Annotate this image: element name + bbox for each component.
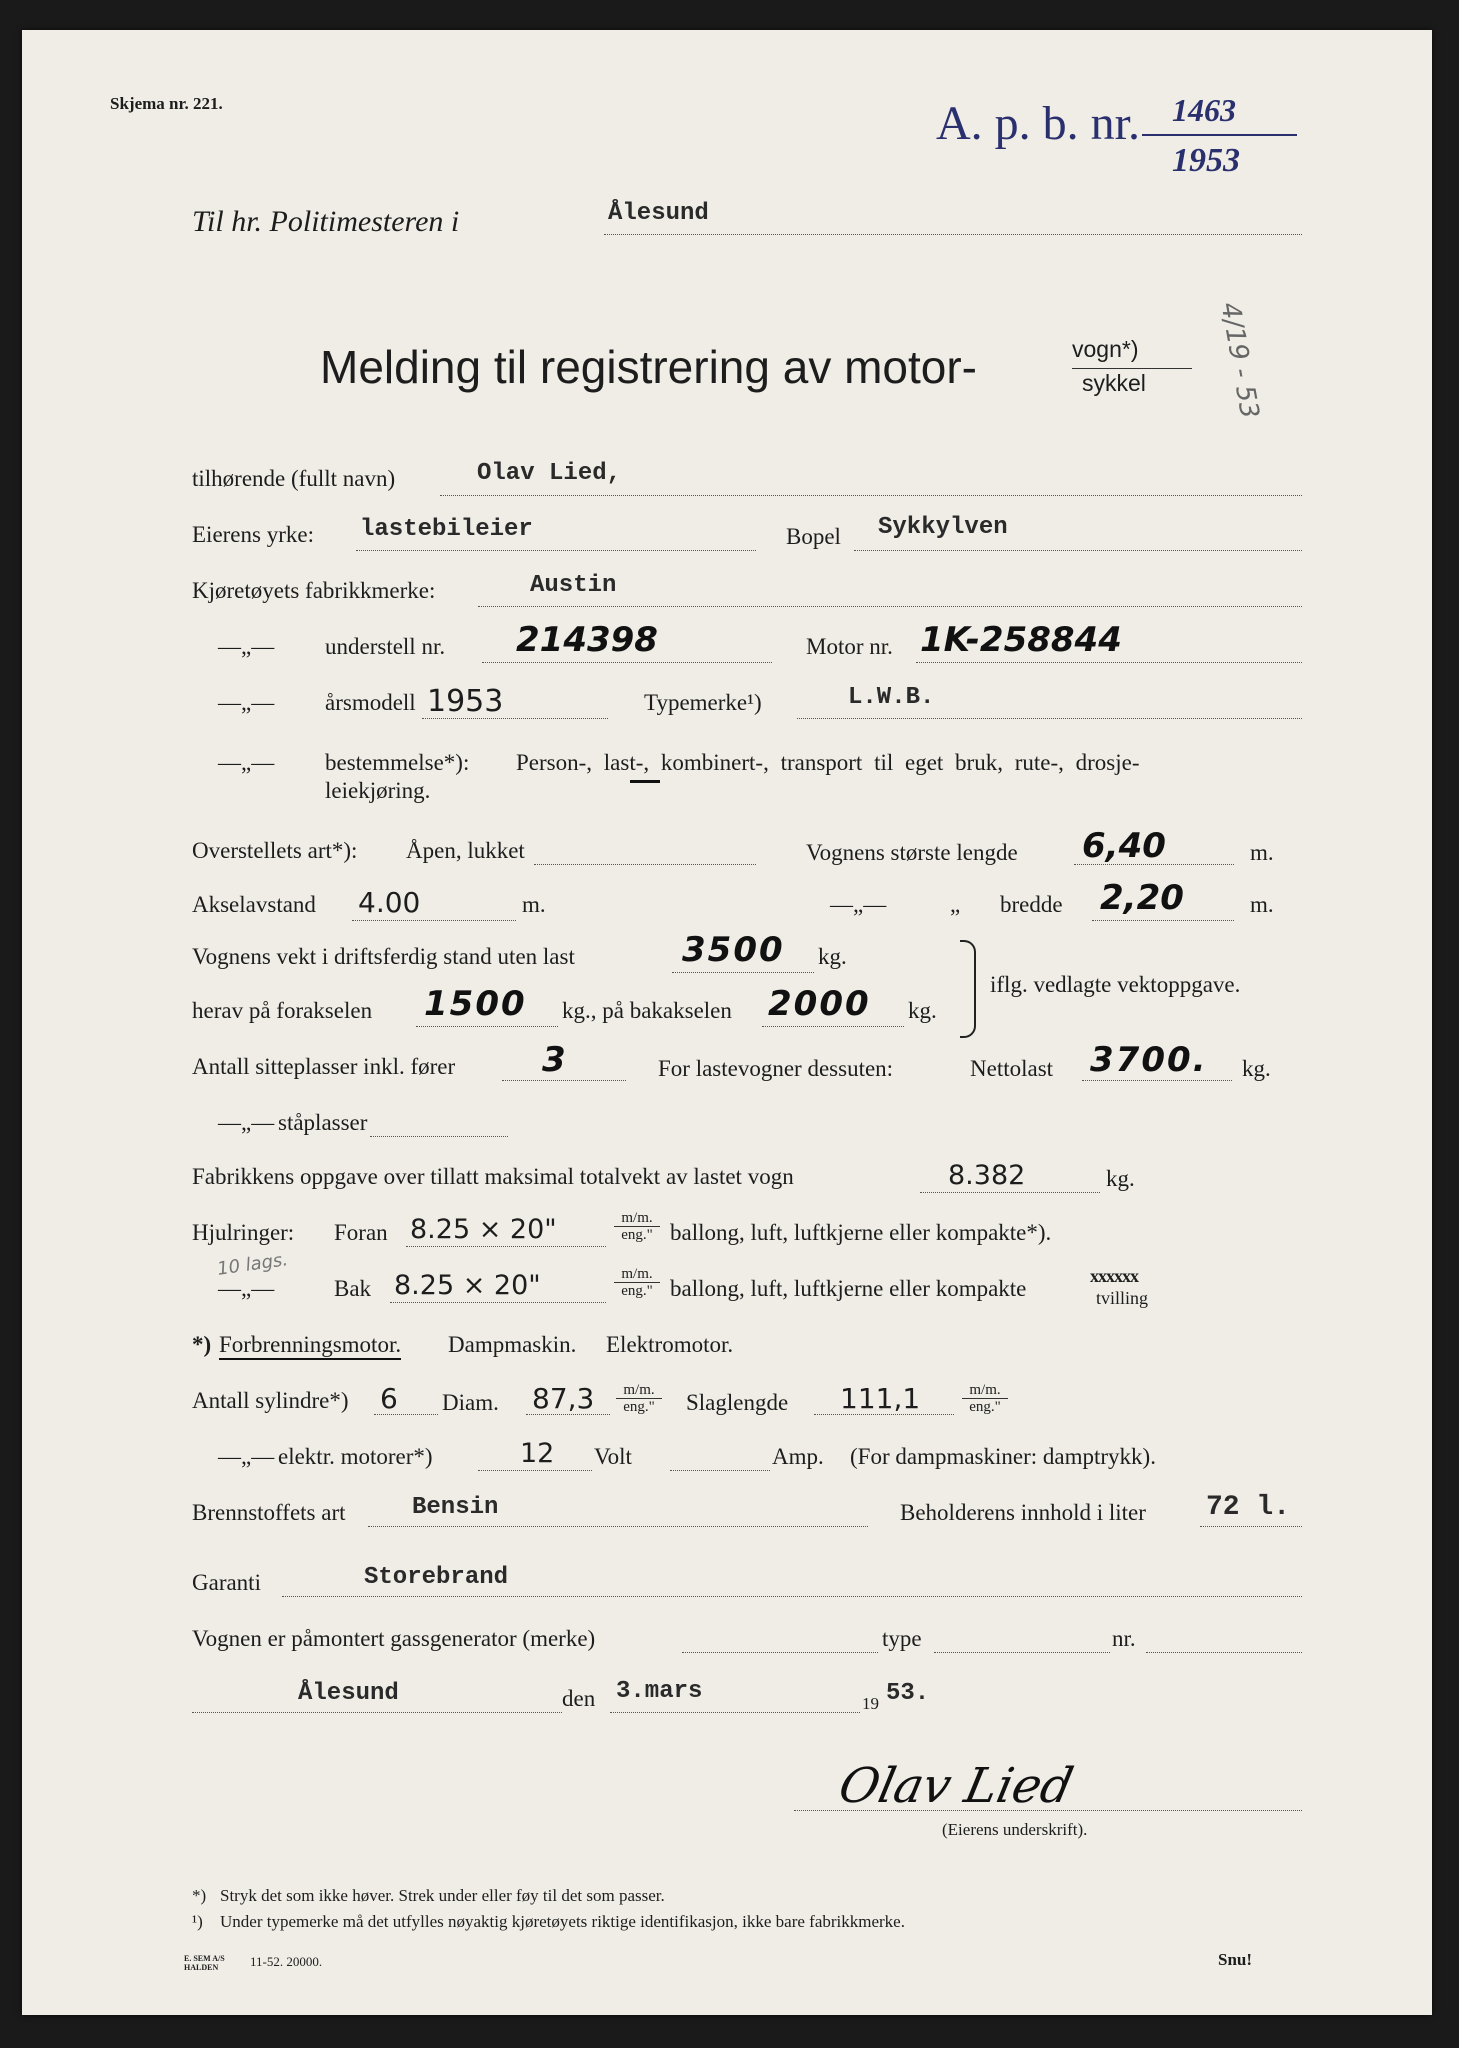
fuel-value: Bensin	[412, 1494, 499, 1521]
twin-label: tvilling	[1096, 1288, 1149, 1308]
owner-value: Olav Lied,	[477, 460, 622, 487]
year-value: 1953	[427, 684, 504, 719]
length-value: 6,40	[1082, 826, 1166, 866]
fuel-label: Brennstoffets art	[192, 1500, 346, 1525]
weight-label: Vognens vekt i driftsferdig stand uten last	[192, 944, 575, 969]
unit-m: m.	[522, 892, 546, 917]
unit-kg: kg.	[1242, 1056, 1271, 1081]
front-wheels-label: Foran	[334, 1220, 388, 1245]
engine-footnote-mark: *)	[192, 1332, 212, 1357]
steam-pressure-label: (For dampmaskiner: damptrykk).	[850, 1444, 1156, 1469]
maxweight-value: 8.382	[948, 1160, 1026, 1191]
rear-axle-label: kg., på bakakselen	[562, 998, 732, 1023]
front-axle-label: herav på forakselen	[192, 998, 373, 1023]
ditto-mark: —„—	[218, 1276, 275, 1301]
print-info: 11-52. 20000.	[250, 1954, 323, 1969]
width-label: bredde	[1000, 892, 1063, 917]
make-label: Kjøretøyets fabrikkmerke:	[192, 578, 436, 603]
insurance-value: Storebrand	[364, 1564, 509, 1591]
diameter-label: Diam.	[442, 1390, 499, 1415]
date-value: 3.mars	[616, 1678, 703, 1705]
diameter-value: 87,3	[532, 1382, 595, 1415]
owner-label: tilhørende (fullt navn)	[192, 466, 396, 491]
front-tire-types: ballong, luft, luftkjerne eller kompakte*).	[670, 1220, 1052, 1245]
gas-type-label: type	[882, 1626, 922, 1651]
ditto-mark: —„—	[218, 634, 275, 659]
apb-year: 1953	[1172, 142, 1240, 179]
unit-kg: kg.	[908, 998, 937, 1023]
width-value: 2,20	[1100, 878, 1184, 918]
truck-label: For lastevogner dessuten:	[658, 1056, 894, 1081]
front-axle-value: 1500	[424, 984, 527, 1024]
purpose-options: Person-, last-, kombinert-, transport til eget bruk, rute-, drosje-	[516, 750, 1140, 775]
stroke-label: Slaglengde	[686, 1390, 789, 1415]
printer-mark: E. SEM A/S HALDEN	[184, 1954, 225, 1972]
unit-kg: kg.	[818, 944, 847, 969]
rear-tire-types: ballong, luft, luftkjerne eller kompakte	[670, 1276, 1027, 1301]
chassis-value: 214398	[516, 620, 658, 660]
engine-type-combustion: Forbrenningsmotor.	[219, 1332, 401, 1360]
seats-value: 3	[542, 1040, 566, 1080]
insurance-label: Garanti	[192, 1570, 261, 1595]
body-label: Overstellets art*):	[192, 838, 358, 863]
ditto-mark: —„—	[218, 1110, 275, 1135]
width-ditto: „	[950, 892, 961, 917]
addressee-city: Ålesund	[608, 200, 709, 227]
maxweight-label: Fabrikkens oppgave over tillatt maksimal totalvekt av lastet vogn	[192, 1164, 794, 1189]
chassis-label: understell nr.	[325, 634, 446, 659]
make-value: Austin	[530, 572, 617, 599]
seats-label: Antall sitteplasser inkl. fører	[192, 1054, 456, 1079]
form-page: Skjema nr. 221. A. p. b. nr. 1463 1953 4/19 - 53 Til hr. Politimesteren i Ålesund Melding til registrering av motor- vogn*) sykkel tilhørende (fullt navn) Olav Lied, Eierens yrke: lastebileier Bopel Sykkylven Kjøretøyets fabrikkmerke: Austin —„— understell nr. 214398 Motor nr. 1K-258844 —„— årsmodell 1953 Typemerke¹) L.W.B. —„— bestemmelse*): Person-, last-, kombinert-, transport til eget bruk, rute-, drosje- leiekjøring. Overstellets art*): Åpen, lukket Vognens største lengde 6,40 m. Akselavstand 4.00 m. —„— „ bredde 2,20 m. Vognens vekt i driftsferdig stand uten last 3500 kg. herav på forakselen 1500 kg., på bakakselen 2000 kg. iflg. vedlagte vektoppgave. Antall sitteplasser inkl. fører 3 For lastevogner dessuten: Nettolast 3700. kg. —„— ståplasser Fabrikkens oppgave over tillatt maksimal totalvekt av lastet vogn 8.382 kg. Hjulringer: Foran 8.25 × 20" m/m. eng." ballong, luft, luftkjerne eller kompakte*). 10 lags. —„— Bak 8.25 × 20" m/m. eng." ballong, luft, luftkjerne eller kompakte xxxxxx tvilling *) Forbrenningsmotor. Dampmaskin. Elektromotor. Antall sylindre*) 6 Diam. 87,3 m/m. eng." Slaglengde 111,1 m/m. eng." —„— elektr. motorer*) 12 Volt Amp. (For dampmaskiner: damptrykk). Brennstoffets art Bensin Beholderens innhold i liter 72 l. Garanti Storebrand Vognen er påmontert gassgenerator (merke) type nr. Ålesund den 3.mars 19 53. Olav Lied (Eierens underskrift). *) Stryk det som ikke høver. Strek under eller føy til det som passer. ¹) Under typemerke må det utfylles nøyaktig kjøretøyets riktige identifikasjon, ikke bare fabrikkmerke. E. SEM A/S HALDEN 11-52. 20000. Snu!	[22, 30, 1432, 2015]
form-title: Melding til registrering av motor-	[320, 341, 978, 393]
place-value: Ålesund	[298, 1680, 399, 1707]
standing-label: ståplasser	[278, 1110, 368, 1135]
struck-text: xxxxxx	[1090, 1266, 1138, 1286]
occupation-label: Eierens yrke:	[192, 522, 314, 547]
weight-brace	[960, 940, 976, 1038]
year-label: årsmodell	[325, 690, 416, 715]
gas-nr-label: nr.	[1112, 1626, 1136, 1651]
type-label: Typemerke¹)	[644, 690, 762, 715]
volt-value: 12	[520, 1438, 555, 1469]
footnote-2-mark: ¹)	[192, 1912, 203, 1931]
unit-m: m.	[1250, 840, 1274, 865]
form-number: Skjema nr. 221.	[110, 94, 223, 113]
residence-value: Sykkylven	[878, 514, 1008, 541]
unit-m: m.	[1250, 892, 1274, 917]
addressee-label: Til hr. Politimesteren i	[192, 205, 460, 238]
netload-label: Nettolast	[970, 1056, 1054, 1081]
year-prefix: 19	[862, 1694, 879, 1713]
cylinders-value: 6	[380, 1382, 398, 1415]
occupation-value: lastebileier	[360, 516, 533, 543]
netload-value: 3700.	[1090, 1040, 1208, 1080]
engine-type-electric: Elektromotor.	[606, 1332, 734, 1357]
ditto-mark: —„—	[218, 690, 275, 715]
stroke-value: 111,1	[840, 1382, 921, 1415]
ditto-mark: —„—	[218, 750, 275, 775]
wheels-label: Hjulringer:	[192, 1220, 295, 1245]
rear-wheels-label: Bak	[334, 1276, 372, 1301]
engine-type-steam: Dampmaskin.	[448, 1332, 577, 1357]
type-value: L.W.B.	[848, 684, 935, 711]
rear-wheels-value: 8.25 × 20"	[394, 1270, 541, 1301]
length-label: Vognens største lengde	[806, 840, 1018, 865]
weight-note: iflg. vedlagte vektoppgave.	[990, 972, 1241, 997]
footnote-1: Stryk det som ikke høver. Strek under eller føy til det som passer.	[220, 1886, 665, 1905]
electric-motors-label: elektr. motorer*)	[278, 1444, 433, 1469]
ditto-mark: —„—	[218, 1444, 275, 1469]
motor-value: 1K-258844	[920, 620, 1122, 660]
axle-label: Akselavstand	[192, 892, 316, 917]
motor-label: Motor nr.	[806, 634, 893, 659]
purpose-label: bestemmelse*):	[325, 750, 470, 775]
turn-over-note: Snu!	[1218, 1950, 1253, 1969]
footnote-2: Under typemerke må det utfylles nøyaktig kjøretøyets riktige identifikasjon, ikke bare fabrikkmerke.	[220, 1912, 905, 1931]
margin-note: 4/19 - 53	[1214, 300, 1265, 421]
signature-label: (Eierens underskrift).	[942, 1820, 1088, 1839]
tank-value: 72 l.	[1206, 1492, 1291, 1523]
weight-value: 3500	[682, 930, 785, 970]
unit-kg: kg.	[1106, 1166, 1135, 1191]
tank-label: Beholderens innhold i liter	[900, 1500, 1146, 1525]
front-wheels-value: 8.25 × 20"	[410, 1214, 557, 1245]
purpose-options-cont: leiekjøring.	[325, 778, 431, 803]
cylinders-label: Antall sylindre*)	[192, 1388, 349, 1413]
footnote-1-mark: *)	[192, 1886, 207, 1905]
amp-label: Amp.	[772, 1444, 824, 1469]
owner-signature: Olav Lied	[834, 1758, 1079, 1814]
body-value: Åpen, lukket	[406, 838, 525, 863]
date-year: 53.	[886, 1680, 930, 1707]
apb-number: 1463	[1172, 92, 1236, 128]
ditto-mark: —„—	[830, 892, 887, 917]
residence-label: Bopel	[786, 524, 841, 549]
date-label: den	[562, 1686, 596, 1711]
axle-value: 4.00	[358, 886, 421, 919]
title-option-sykkel: sykkel	[1082, 370, 1146, 396]
plies-note: 10 lags.	[215, 1249, 290, 1280]
volt-label: Volt	[594, 1444, 632, 1469]
gas-generator-label: Vognen er påmontert gassgenerator (merke)	[192, 1626, 596, 1651]
title-option-vogn: vogn*)	[1072, 336, 1139, 362]
apb-label: A. p. b. nr.	[936, 97, 1140, 150]
rear-axle-value: 2000	[768, 984, 871, 1024]
purpose-underline-last	[630, 780, 660, 783]
